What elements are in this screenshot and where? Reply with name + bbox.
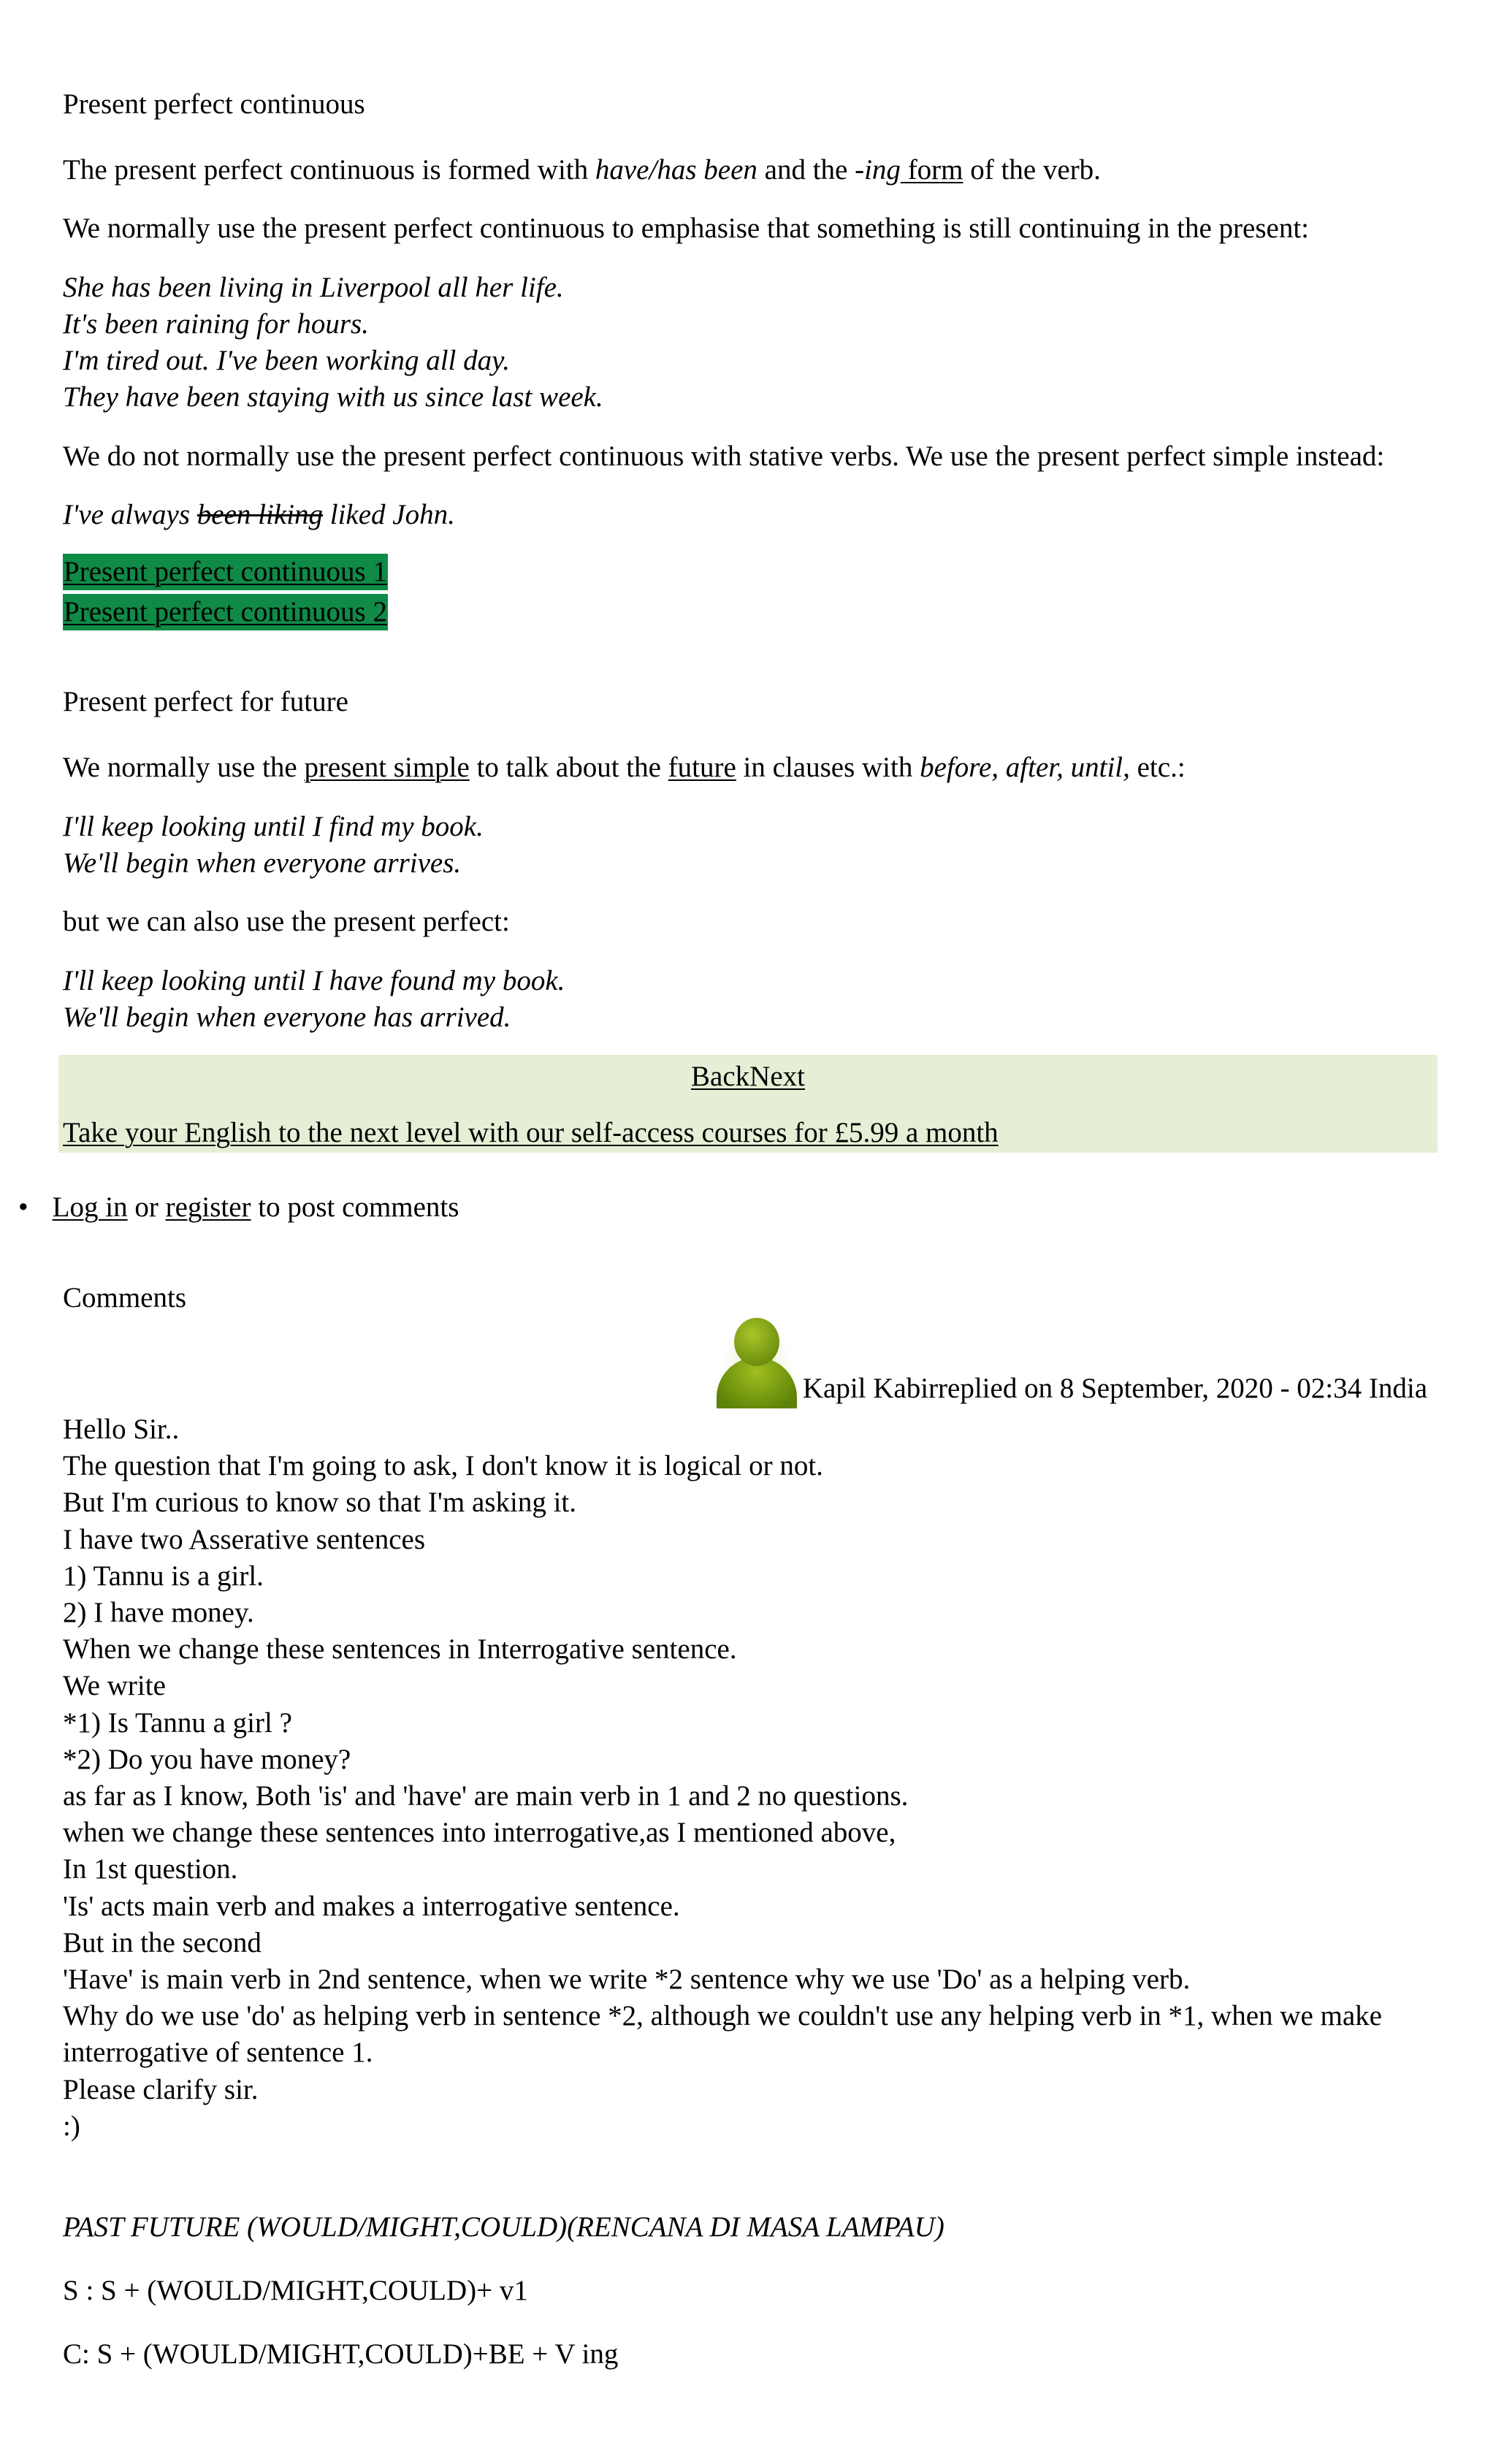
comment-author: Kapil Kabir xyxy=(802,1373,939,1404)
text: in clauses with xyxy=(736,752,920,783)
comment-line: *2) Do you have money? xyxy=(63,1743,351,1775)
italic-text: have/has been xyxy=(595,154,757,186)
comment-line: when we change these sentences into interrogative,as I mentioned above, xyxy=(63,1817,896,1849)
example-sentence: She has been living in Liverpool all her life. xyxy=(63,272,564,303)
text: or xyxy=(127,1191,166,1223)
text: liked John. xyxy=(322,499,455,530)
example-sentence: They have been staying with us since last week. xyxy=(63,381,603,413)
future-paragraph xyxy=(63,750,1451,786)
text: to talk about the xyxy=(469,752,668,783)
comment-line: 'Have' is main verb in 2nd sentence, when we write *2 sentence why we use 'Do' as a helping verb. xyxy=(63,1964,1191,1996)
comment-date: replied on 8 September, 2020 - 02:34 India xyxy=(938,1373,1427,1404)
section-heading: Present perfect for future xyxy=(63,686,348,717)
navigation-box xyxy=(58,1055,1438,1153)
past-future-line: S : S + (WOULD/MIGHT,COULD)+ v1 xyxy=(63,2275,528,2306)
example-sentence: I'll keep looking until I find my book. xyxy=(63,811,484,842)
pager xyxy=(58,1055,1438,1099)
comment-line: Hello Sir.. xyxy=(63,1414,180,1445)
comment-body xyxy=(63,1411,1436,2145)
exercise-link-1[interactable]: Present perfect continuous 1 xyxy=(63,554,388,590)
text: of the verb. xyxy=(963,154,1101,186)
comment-line: :) xyxy=(63,2110,80,2142)
example-sentence: I'll keep looking until I have found my book. xyxy=(63,965,565,996)
bullet-icon: • xyxy=(18,1191,28,1223)
examples-block xyxy=(63,270,1451,416)
example-sentence: We'll begin when everyone arrives. xyxy=(63,847,462,879)
comments-heading: Comments xyxy=(63,1282,187,1313)
past-future-title: PAST FUTURE (WOULD/MIGHT,COULD)(RENCANA DI MASA LAMPAU) xyxy=(63,2211,944,2243)
avatar xyxy=(715,1315,798,1408)
future-link[interactable]: future xyxy=(668,752,736,783)
comment-line: Why do we use 'do' as helping verb in sentence *2, although we couldn't use any helping verb in *1, when we make xyxy=(63,2000,1382,2032)
login-link[interactable]: Log in xyxy=(52,1191,128,1223)
struck-text: been liking xyxy=(196,499,323,530)
ing-form-link[interactable]: form xyxy=(900,154,963,186)
examples-block xyxy=(63,809,1451,882)
italic-text: -ing xyxy=(855,154,901,186)
but-paragraph: but we can also use the present perfect: xyxy=(63,906,510,937)
register-link[interactable]: register xyxy=(165,1191,251,1223)
text: The present perfect continuous is formed with xyxy=(63,154,595,186)
comment-line: as far as I know, Both 'is' and 'have' are main verb in 1 and 2 no questions. xyxy=(63,1780,909,1812)
comment-line: 2) I have money. xyxy=(63,1597,254,1629)
comment-header xyxy=(715,1315,1427,1408)
example-sentence: I'm tired out. I've been working all day. xyxy=(63,345,511,376)
avatar-head xyxy=(734,1318,779,1366)
comment-line: 'Is' acts main verb and makes a interrogative sentence. xyxy=(63,1890,680,1922)
promo-link[interactable]: Take your English to the next level with our self-access courses for £5.99 a month xyxy=(63,1117,999,1148)
text: and the xyxy=(757,154,855,186)
comment-line: *1) Is Tannu a girl ? xyxy=(63,1706,292,1739)
present-simple-link[interactable]: present simple xyxy=(304,752,470,783)
italic-text: before, after, until, xyxy=(920,752,1130,783)
text: etc.: xyxy=(1129,752,1186,783)
section-heading: Present perfect continuous xyxy=(63,88,365,120)
text: I've always xyxy=(63,499,197,530)
example-sentence: We'll begin when everyone has arrived. xyxy=(63,1002,511,1033)
usage-paragraph: We normally use the present perfect continuous to emphasise that something is still continuing in the present: xyxy=(63,213,1310,244)
comment-line: In 1st question. xyxy=(63,1853,238,1885)
exercise-link-2[interactable]: Present perfect continuous 2 xyxy=(63,594,388,630)
login-item xyxy=(18,1189,459,1226)
comment-line: interrogative of sentence 1. xyxy=(63,2037,373,2069)
comment-meta xyxy=(803,1370,1427,1408)
comment-line: Please clarify sir. xyxy=(63,2073,259,2105)
exercise-links xyxy=(63,554,388,634)
next-link[interactable]: Next xyxy=(749,1061,805,1092)
text: We normally use the xyxy=(63,752,305,783)
past-future-line: C: S + (WOULD/MIGHT,COULD)+BE + V ing xyxy=(63,2338,619,2370)
back-link[interactable]: Back xyxy=(691,1061,750,1092)
comment-line: The question that I'm going to ask, I don't know it is logical or not. xyxy=(63,1450,823,1482)
stative-example xyxy=(63,497,1451,533)
comment-line: We write xyxy=(63,1670,166,1702)
comment-line: But I'm curious to know so that I'm asking it. xyxy=(63,1487,577,1519)
comment-line: But in the second xyxy=(63,1926,262,1958)
examples-block xyxy=(63,963,1451,1036)
comment-line: I have two Asserative sentences xyxy=(63,1523,425,1555)
formation-paragraph xyxy=(63,152,1451,188)
comment-line: 1) Tannu is a girl. xyxy=(63,1560,264,1592)
comment-line: When we change these sentences in Interrogative sentence. xyxy=(63,1633,737,1666)
text: to post comments xyxy=(251,1191,459,1223)
stative-paragraph: We do not normally use the present perfect continuous with stative verbs. We use the present perfect simple instead: xyxy=(63,440,1385,472)
example-sentence: It's been raining for hours. xyxy=(63,308,369,340)
